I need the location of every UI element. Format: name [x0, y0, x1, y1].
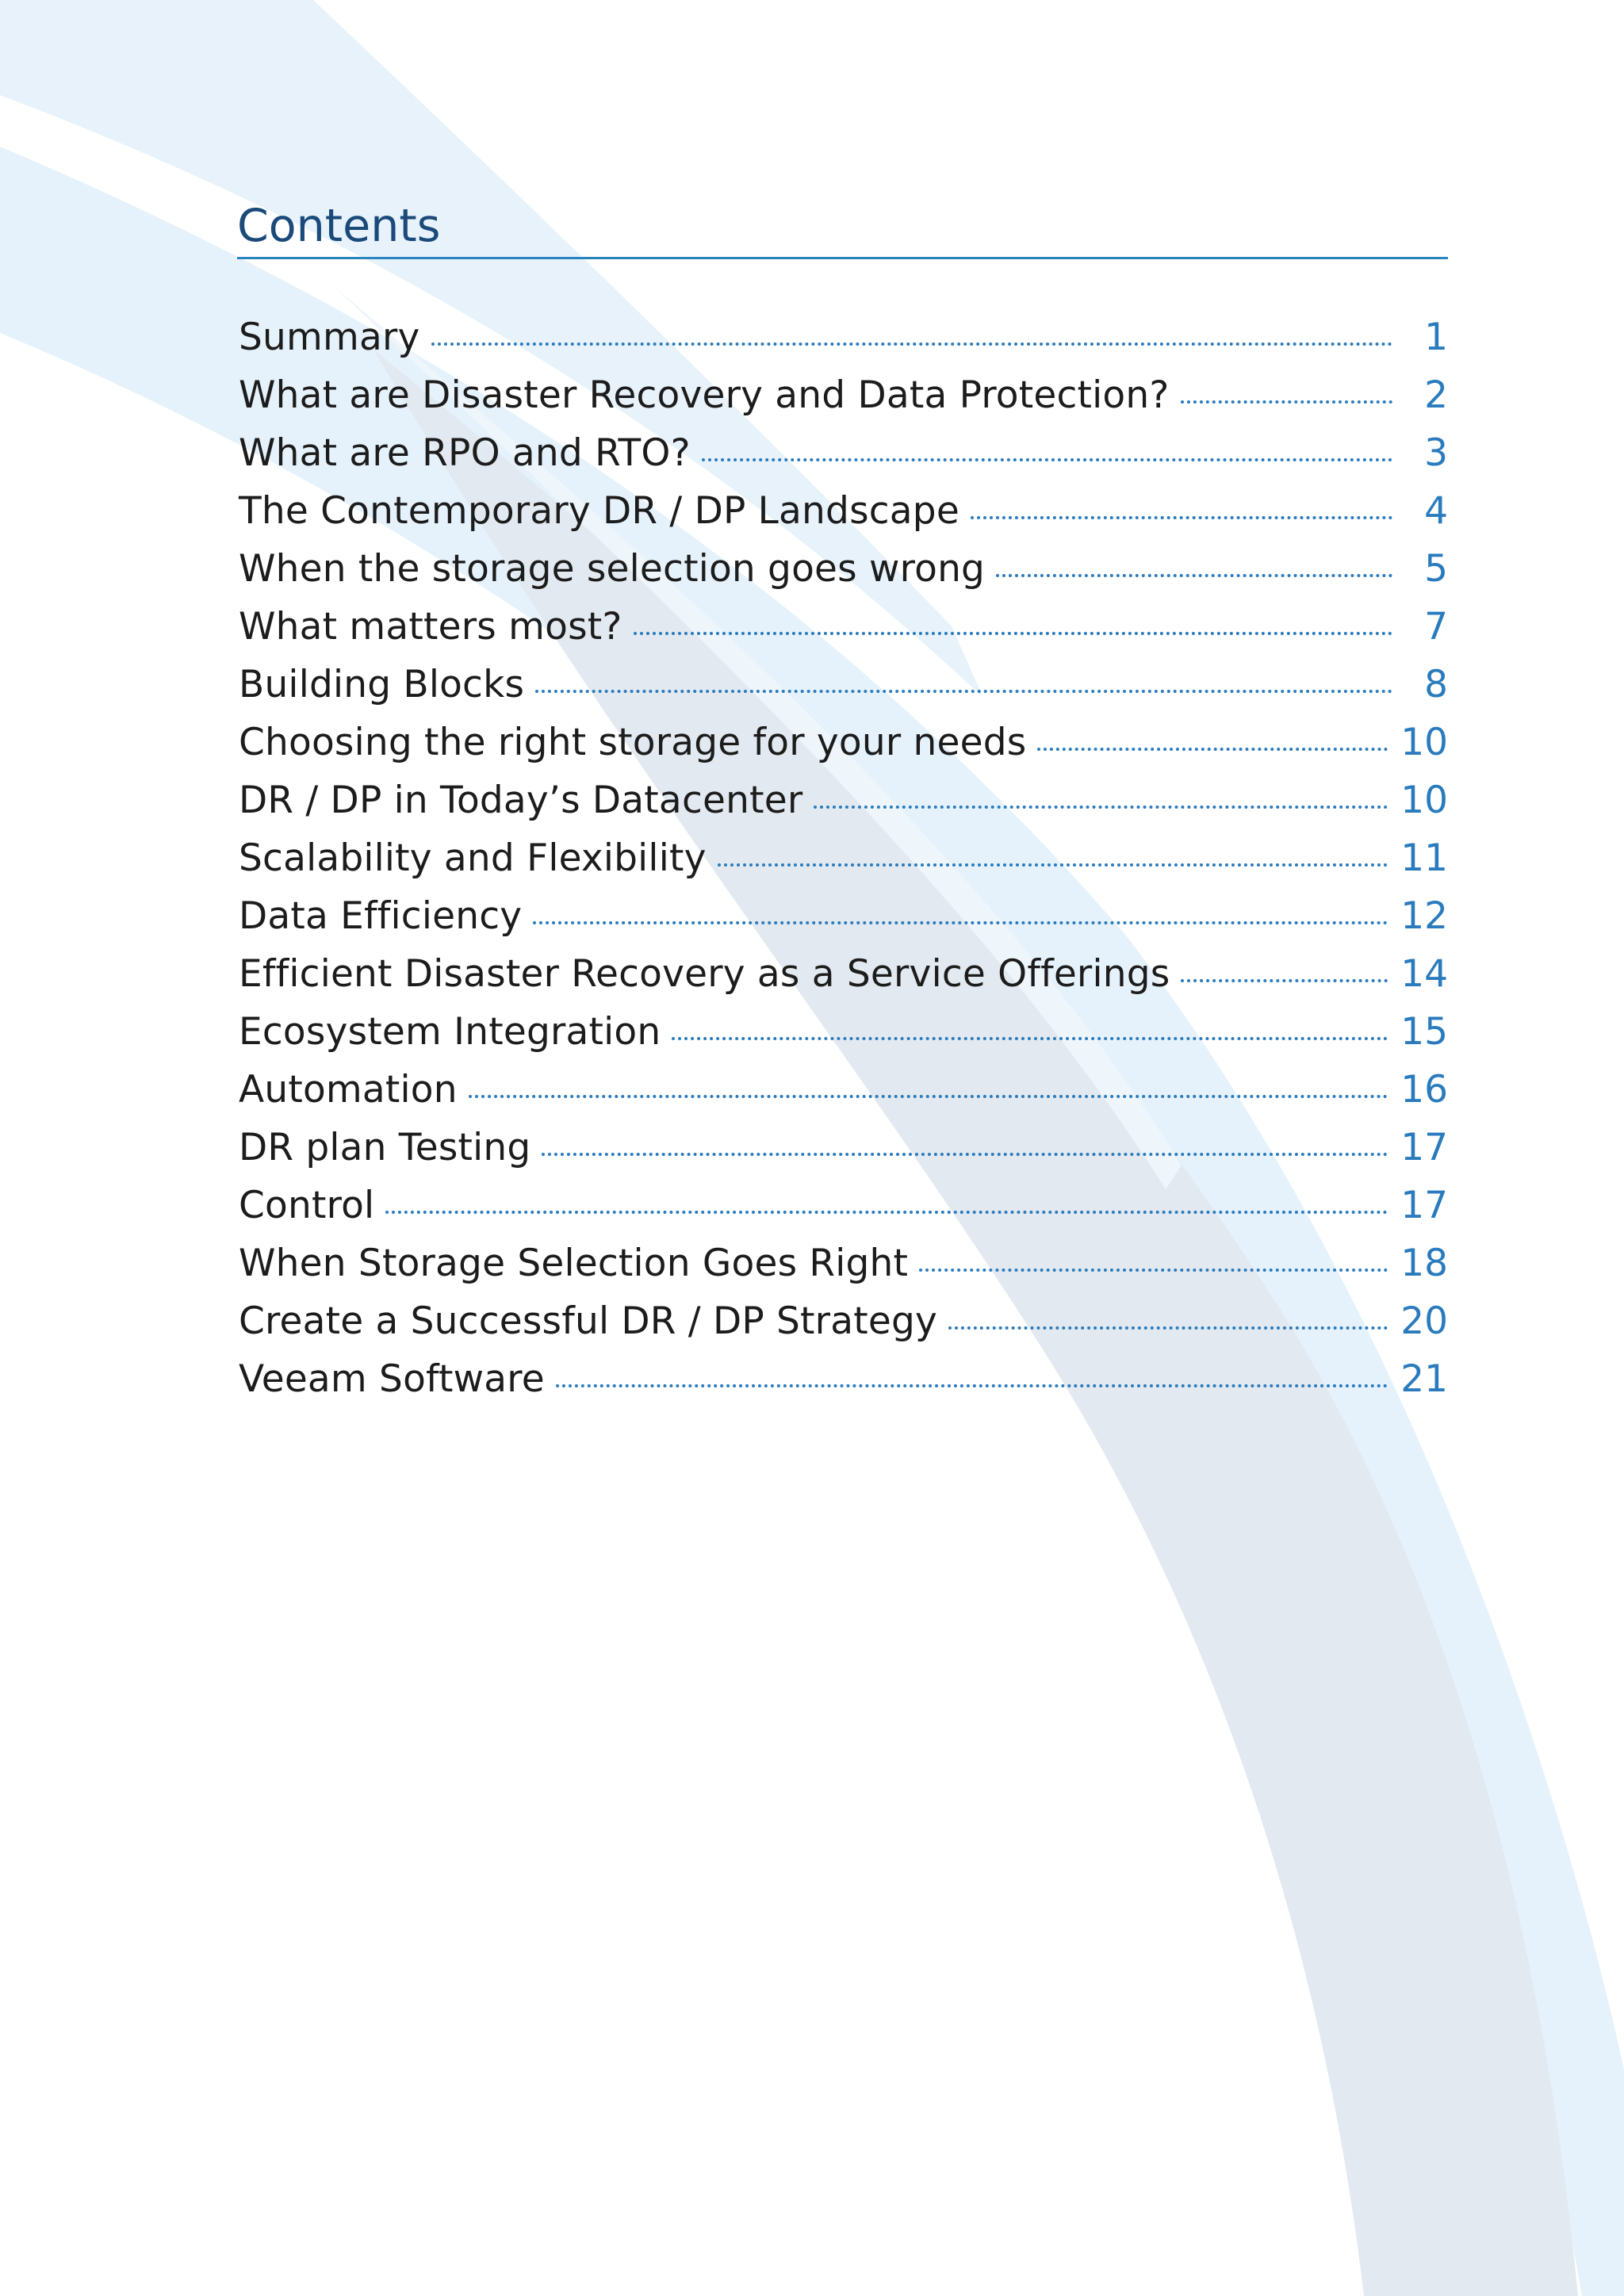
toc-entry[interactable]: [239, 598, 1448, 656]
toc-entry-title: When the storage selection goes wrong: [239, 547, 986, 591]
toc-entry[interactable]: [239, 308, 1448, 366]
toc-page-number: 4: [1424, 489, 1448, 533]
toc-dot-leader: [672, 1037, 1388, 1040]
toc-dot-leader: [542, 1153, 1388, 1156]
toc-entry[interactable]: [239, 1234, 1448, 1292]
toc-dot-leader: [634, 632, 1392, 635]
toc-entry-title: Control: [239, 1184, 375, 1227]
toc-entry[interactable]: [239, 1061, 1448, 1119]
toc-entry[interactable]: [239, 1119, 1448, 1177]
toc-entry-title: Create a Successful DR / DP Strategy: [239, 1299, 937, 1343]
toc-dot-leader: [1181, 979, 1388, 982]
toc-page-number: 10: [1400, 779, 1448, 822]
toc-dot-leader: [1037, 748, 1388, 751]
toc-entry[interactable]: [239, 1003, 1448, 1061]
toc-entry[interactable]: [239, 1350, 1448, 1408]
toc-entry-title: When Storage Selection Goes Right: [239, 1242, 909, 1285]
toc-entry-title: Data Efficiency: [239, 894, 523, 938]
toc-page-number: 3: [1424, 431, 1448, 475]
toc-entry[interactable]: [239, 540, 1448, 598]
toc-page-number: 8: [1424, 663, 1448, 706]
toc-dot-leader: [948, 1326, 1388, 1330]
toc-dot-leader: [535, 690, 1392, 693]
toc-dot-leader: [431, 342, 1392, 346]
toc-entry-title: The Contemporary DR / DP Landscape: [239, 489, 959, 533]
toc-page-number: 2: [1424, 373, 1448, 417]
toc-dot-leader: [971, 516, 1392, 519]
toc-page-number: 17: [1400, 1184, 1448, 1227]
toc-entry-title: What are Disaster Recovery and Data Protection?: [239, 373, 1170, 417]
toc-page-number: 16: [1400, 1068, 1448, 1112]
toc-entry-title: Choosing the right storage for your needs: [239, 721, 1027, 764]
toc-dot-leader: [919, 1269, 1388, 1272]
toc-entry-title: Efficient Disaster Recovery as a Service Offerings: [239, 952, 1170, 996]
toc-page-number: 14: [1400, 952, 1448, 996]
toc-entry[interactable]: [239, 829, 1448, 887]
toc-page-number: 5: [1424, 547, 1448, 591]
toc-entry-title: DR / DP in Today’s Datacenter: [239, 779, 803, 822]
toc-page-number: 1: [1424, 316, 1448, 359]
toc-page-number: 7: [1424, 605, 1448, 649]
toc-dot-leader: [1181, 400, 1392, 404]
toc-entry[interactable]: [239, 424, 1448, 482]
contents-heading: Contents: [237, 200, 441, 252]
toc-page-number: 11: [1400, 836, 1448, 880]
toc-entry-title: What are RPO and RTO?: [239, 431, 691, 475]
toc-entry-title: Ecosystem Integration: [239, 1010, 661, 1054]
toc-entry[interactable]: [239, 366, 1448, 424]
toc-page-number: 21: [1400, 1357, 1448, 1401]
toc-dot-leader: [718, 863, 1388, 867]
toc-entry[interactable]: [239, 771, 1448, 829]
toc-entry[interactable]: [239, 1177, 1448, 1234]
toc-entry[interactable]: [239, 887, 1448, 945]
toc-entry-title: Veeam Software: [239, 1357, 545, 1401]
toc-page-number: 10: [1400, 721, 1448, 764]
heading-underline: [237, 257, 1448, 259]
toc-entry-title: Automation: [239, 1068, 458, 1112]
toc-entry-title: Scalability and Flexibility: [239, 836, 707, 880]
table-of-contents: [239, 308, 1448, 1408]
toc-entry[interactable]: [239, 656, 1448, 714]
toc-page-number: 18: [1400, 1242, 1448, 1285]
toc-dot-leader: [814, 806, 1388, 809]
toc-entry[interactable]: [239, 714, 1448, 771]
toc-dot-leader: [469, 1095, 1388, 1098]
toc-dot-leader: [996, 574, 1392, 577]
toc-entry-title: What matters most?: [239, 605, 622, 649]
toc-dot-leader: [702, 458, 1392, 461]
toc-entry-title: Summary: [239, 316, 420, 359]
toc-dot-leader: [533, 921, 1388, 924]
toc-entry[interactable]: [239, 482, 1448, 540]
toc-entry[interactable]: [239, 945, 1448, 1003]
toc-entry[interactable]: [239, 1292, 1448, 1350]
toc-page-number: 20: [1400, 1299, 1448, 1343]
toc-page-number: 12: [1400, 894, 1448, 938]
toc-dot-leader: [385, 1211, 1388, 1214]
toc-dot-leader: [556, 1384, 1388, 1387]
toc-entry-title: Building Blocks: [239, 663, 525, 706]
toc-page-number: 15: [1400, 1010, 1448, 1054]
toc-page-number: 17: [1400, 1126, 1448, 1169]
toc-entry-title: DR plan Testing: [239, 1126, 531, 1169]
